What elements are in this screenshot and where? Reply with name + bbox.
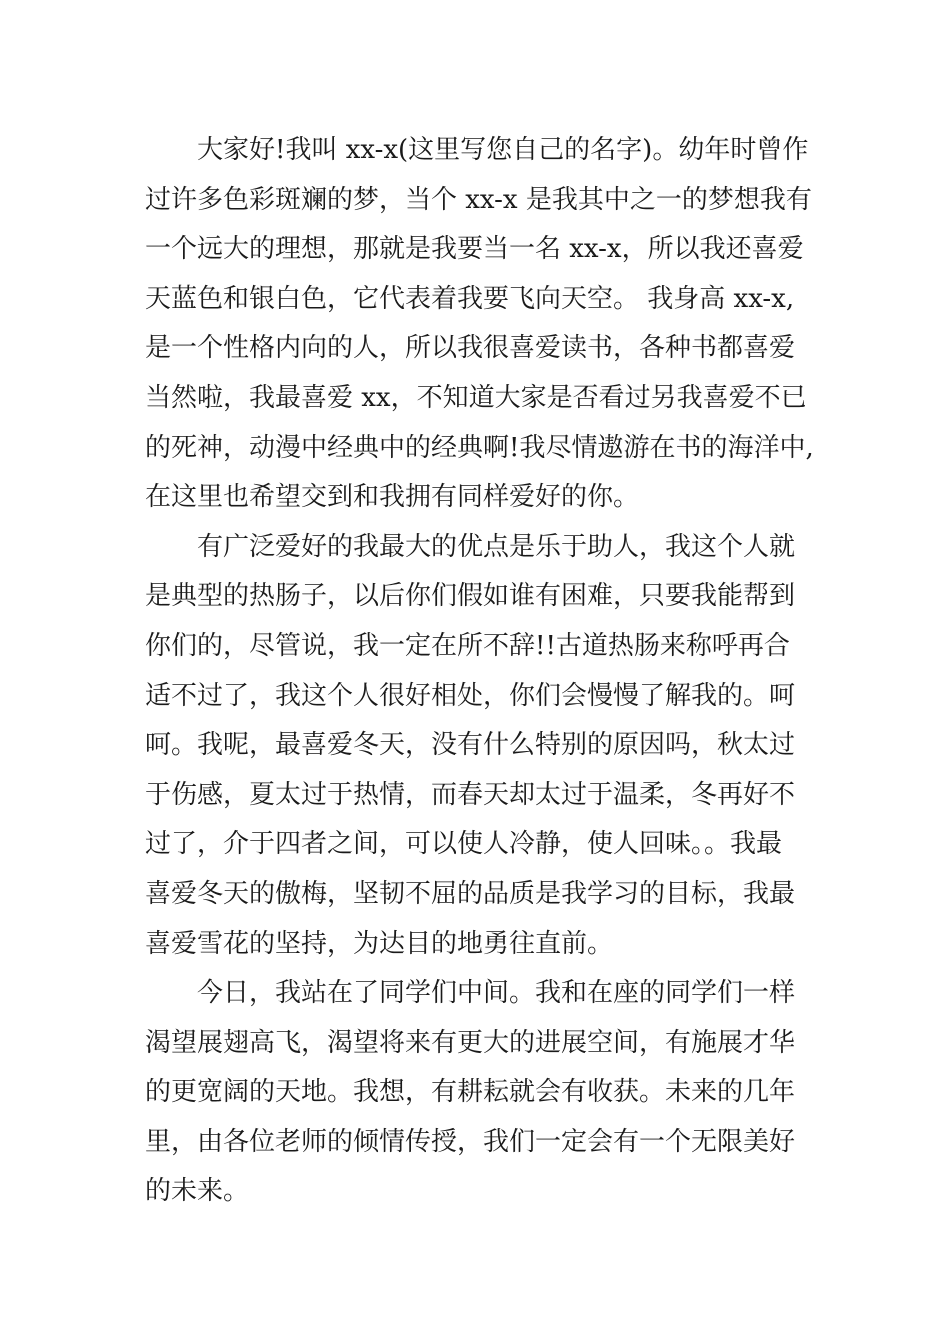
paragraph-line: 在这里也希望交到和我拥有同样爱好的你。 xyxy=(145,482,640,513)
paragraph-line: 喜爱雪花的坚持，为达目的地勇往直前。 xyxy=(145,928,614,959)
paragraph-line: 天蓝色和银白色，它代表着我要飞向天空。 我身高 xx-x, xyxy=(145,283,795,314)
paragraph-line: 是一个性格内向的人，所以我很喜爱读书，各种书都喜爱 xyxy=(145,333,796,364)
paragraph-line: 里，由各位老师的倾情传授，我们一定会有一个无限美好 xyxy=(145,1126,796,1157)
paragraph-line: 过许多色彩斑斓的梦，当个 xx-x 是我其中之一的梦想我有 xyxy=(145,184,812,215)
paragraph-line: 大家好!我叫 xx-x(这里写您自己的名字)。幼年时曾作 xyxy=(197,135,809,165)
paragraph-line: 一个远大的理想，那就是我要当一名 xx-x，所以我还喜爱 xyxy=(145,234,804,265)
paragraph-line: 过了，介于四者之间，可以使人冷静，使人回味。。我最 xyxy=(145,829,783,860)
paragraph-3 xyxy=(145,969,815,1217)
paragraph-line: 的未来。 xyxy=(145,1176,250,1207)
document-body xyxy=(145,126,815,1217)
paragraph-line: 当然啦，我最喜爱 xx，不知道大家是否看过另我喜爱不已 xyxy=(145,382,807,413)
paragraph-line: 是典型的热肠子，以后你们假如谁有困难，只要我能帮到 xyxy=(145,581,796,612)
paragraph-line: 的更宽阔的天地。我想，有耕耘就会有收获。未来的几年 xyxy=(145,1077,796,1108)
paragraph-line: 呵。我呢，最喜爱冬天，没有什么特别的原因吗，秋太过 xyxy=(145,730,796,761)
paragraph-line: 渴望展翅高飞，渴望将来有更大的进展空间，有施展才华 xyxy=(145,1027,796,1058)
paragraph-line: 有广泛爱好的我最大的优点是乐于助人，我这个人就 xyxy=(197,531,796,562)
paragraph-1 xyxy=(145,126,815,523)
paragraph-line: 于伤感，夏太过于热情，而春天却太过于温柔，冬再好不 xyxy=(145,779,796,810)
paragraph-line: 喜爱冬天的傲梅，坚韧不屈的品质是我学习的目标，我最 xyxy=(145,878,796,909)
paragraph-line: 适不过了，我这个人很好相处，你们会慢慢了解我的。呵 xyxy=(145,680,796,711)
paragraph-line: 的死神，动漫中经典中的经典啊!我尽情遨游在书的海洋中, xyxy=(145,432,814,463)
paragraph-line: 今日，我站在了同学们中间。我和在座的同学们一样 xyxy=(197,978,796,1009)
paragraph-2 xyxy=(145,523,815,969)
paragraph-line: 你们的，尽管说，我一定在所不辞!!古道热肠来称呼再合 xyxy=(145,630,790,661)
